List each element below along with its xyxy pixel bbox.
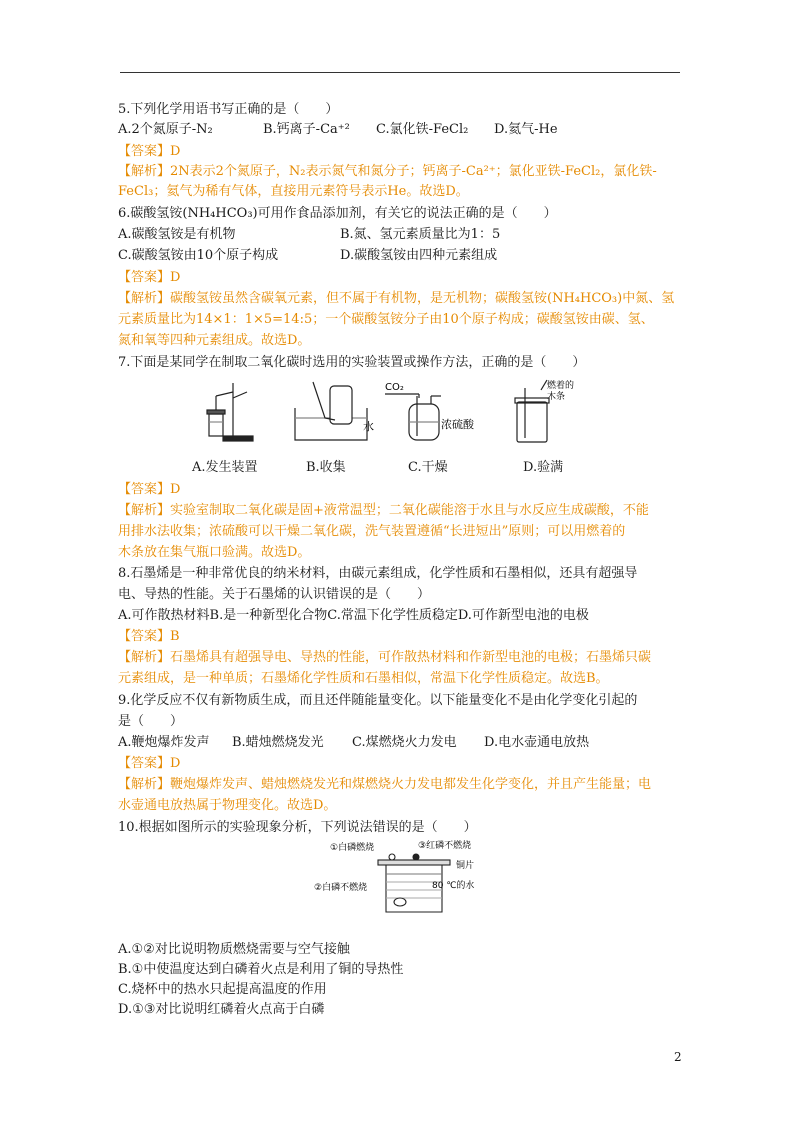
label-burning-stick-1: 燃着的 (547, 381, 575, 391)
q5-option-d: D.氦气-He (494, 122, 558, 137)
q6-option-b: B.氮、氢元素质量比为1：5 (340, 227, 501, 242)
q7-caption-d: D.验满 (523, 460, 564, 475)
label-co2: CO₂ (385, 382, 404, 393)
q9-option-d: D.电水壶通电放热 (484, 735, 590, 750)
q9-analysis-2: 水壶通电放热属于物理变化。故选D。 (118, 798, 337, 813)
q5-analysis-2: FeCl₃；氦气为稀有气体，直接用元素符号表示He。故选D。 (118, 184, 469, 199)
apparatus-c-drying (385, 394, 441, 440)
q6-analysis-2: 元素质量比为14×1：1×5=14:5；一个碳酸氢铵分子由10个原子构成；碳酸氢铵由碳、氢、 (118, 312, 654, 327)
q6-option-a: A.碳酸氢铵是有机物 (118, 227, 236, 242)
q9-option-a: A.鞭炮爆炸发声 (118, 735, 210, 750)
q7-analysis-3: 木条放在集气瓶口验满。故选D。 (118, 545, 311, 560)
q8-options: A.可作散热材料B.是一种新型化合物C.常温下化学性质稳定D.可作新型电池的电极 (118, 608, 589, 623)
q10-option-a: A.①②对比说明物质燃烧需要与空气接触 (118, 942, 350, 957)
q7-analysis-1: 【解析】实验室制取二氧化碳是固+液常温型；二氧化碳能溶于水且与水反应生成碳酸，不能 (118, 503, 649, 518)
q6-option-d: D.碳酸氢铵由四种元素组成 (340, 248, 498, 263)
label-white-phosphorus-not-burning: ②白磷不燃烧 (314, 883, 368, 893)
q7-caption-b: B.收集 (306, 460, 346, 475)
apparatus-d-full-test (515, 380, 549, 442)
q9-stem-1: 9.化学反应不仅有新物质生成，而且还伴随能量变化。以下能量变化不是由化学变化引起的 (118, 693, 638, 708)
q8-analysis-1: 【解析】石墨烯具有超强导电、导热的性能，可作散热材料和作新型电池的电极；石墨烯只碳 (118, 650, 652, 665)
q6-analysis-3: 氮和氧等四种元素组成。故选D。 (118, 333, 311, 348)
q9-analysis-1: 【解析】鞭炮爆炸发声、蜡烛燃烧发光和煤燃烧火力发电都发生化学变化，并且产生能量；电 (118, 777, 652, 792)
q9-answer: 【答案】D (118, 756, 181, 771)
q9-option-b: B.蜡烛燃烧发光 (232, 735, 324, 750)
q6-answer: 【答案】D (118, 270, 181, 285)
label-white-phosphorus-burning: ①白磷燃烧 (330, 843, 375, 853)
q5-answer: 【答案】D (118, 144, 181, 159)
q8-stem-1: 8.石墨烯是一种非常优良的纳米材料，由碳元素组成，化学性质和石墨相似，还具有超强导 (118, 566, 638, 581)
page-number: 2 (674, 1050, 682, 1064)
q5-option-a: A.2个氮原子-N₂ (118, 122, 213, 137)
q7-caption-a: A.发生装置 (192, 460, 258, 475)
q7-stem: 7.下面是某同学在制取二氧化碳时选用的实验装置或操作方法，正确的是（ ） (118, 355, 586, 370)
q8-answer: 【答案】B (118, 629, 180, 644)
q10-option-c: C.烧杯中的热水只起提高温度的作用 (118, 982, 327, 997)
q10-combustion-figure (310, 838, 490, 918)
q7-analysis-2: 用排水法收集；浓硫酸可以干燥二氧化碳，洗气装置遵循“长进短出”原则；可以用燃着的 (118, 524, 626, 539)
q6-analysis-1: 【解析】碳酸氢铵虽然含碳氧元素，但不属于有机物，是无机物；碳酸氢铵(NH₄HCO₃)中氮、氢 (118, 291, 675, 306)
label-burning-stick-2: 木条 (547, 392, 566, 402)
label-concentrated-acid: 浓硫酸 (441, 418, 474, 431)
q5-analysis-1: 【解析】2N表示2个氮原子，N₂表示氮气和氮分子；钙离子-Ca²⁺；氯化亚铁-FeCl₂，氯化铁- (118, 164, 657, 179)
label-water: 水 (363, 420, 374, 433)
label-copper-sheet: 铜片 (456, 861, 475, 871)
label-hot-water: 80 ℃的水 (432, 881, 475, 891)
q5-option-b: B.钙离子-Ca⁺² (263, 122, 350, 137)
q7-answer: 【答案】D (118, 482, 181, 497)
q5-option-c: C.氯化铁-FeCl₂ (376, 122, 469, 137)
q7-caption-c: C.干燥 (408, 460, 448, 475)
apparatus-a-generator (207, 383, 253, 441)
q6-stem: 6.碳酸氢铵(NH₄HCO₃)可用作食品添加剂，有关它的说法正确的是（ ） (118, 206, 557, 221)
q6-option-c: C.碳酸氢铵由10个原子构成 (118, 248, 279, 263)
q7-apparatus-figure (195, 378, 575, 448)
header-rule (120, 72, 680, 73)
q9-stem-2: 是（ ） (118, 714, 184, 729)
q8-stem-2: 电、导热的性能。关于石墨烯的认识错误的是（ ） (118, 587, 431, 602)
label-red-phosphorus-not-burning: ③红磷不燃烧 (418, 841, 472, 851)
q8-analysis-2: 元素组成，是一种单质；石墨烯化学性质和石墨相似，常温下化学性质稳定。故选B。 (118, 671, 609, 686)
q5-stem: 5.下列化学用语书写正确的是（ ） (118, 102, 339, 117)
q10-stem: 10.根据如图所示的实验现象分析，下列说法错误的是（ ） (118, 820, 477, 835)
q10-option-d: D.①③对比说明红磷着火点高于白磷 (118, 1002, 325, 1017)
q10-option-b: B.①中使温度达到白磷着火点是利用了铜的导热性 (118, 962, 404, 977)
q9-option-c: C.煤燃烧火力发电 (352, 735, 457, 750)
apparatus-b-collection (295, 382, 367, 440)
